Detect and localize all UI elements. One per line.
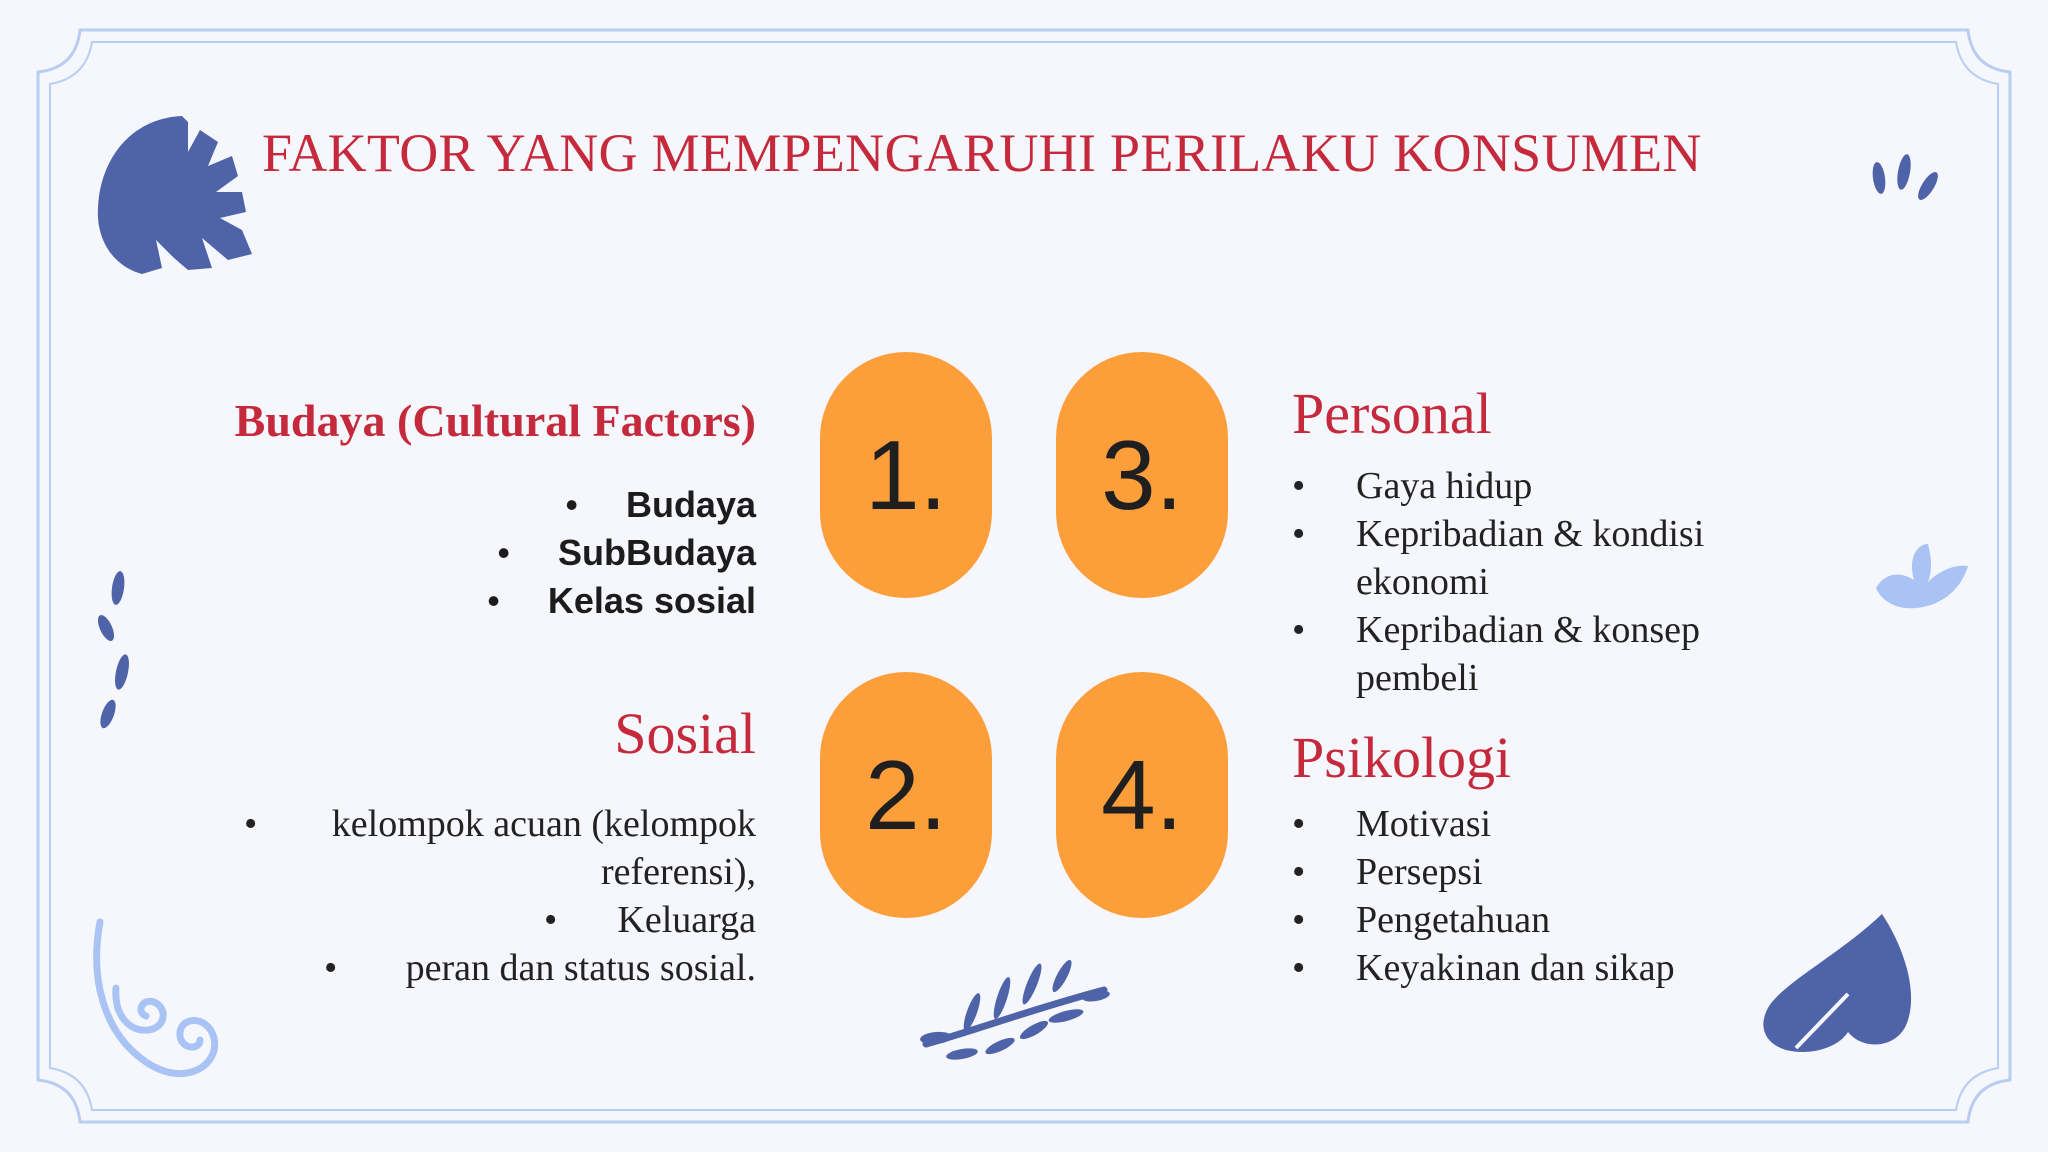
list-item — [487, 580, 756, 622]
list-item-label: Motivasi — [1356, 803, 1492, 845]
bullet: • — [244, 803, 258, 845]
list-item-label: Kepribadian & kondisi — [1356, 513, 1705, 555]
bullet: • — [1292, 947, 1306, 989]
number-label: 3. — [1101, 419, 1183, 530]
list-item-label: Gaya hidup — [1356, 465, 1533, 507]
psikologi-heading: Psikologi — [1292, 725, 1512, 790]
list-item — [565, 484, 756, 526]
bullet: • — [324, 947, 338, 989]
monstera-leaf-icon — [92, 108, 262, 278]
number-pill-4 — [1056, 672, 1228, 918]
bullet: • — [565, 484, 578, 525]
list-item-label: Kelas sosial — [547, 580, 756, 621]
list-item — [497, 532, 756, 574]
list-item-label: SubBudaya — [557, 532, 756, 573]
number-pill-1 — [820, 352, 992, 598]
list-item-label: ekonomi — [1356, 561, 1489, 603]
bullet: • — [1292, 899, 1306, 941]
drops-icon — [1866, 152, 1946, 210]
budaya-heading: Budaya (Cultural Factors) — [234, 395, 756, 446]
list-item-label: kelompok acuan (kelompok — [331, 803, 756, 845]
small-leaf-icon — [1870, 540, 1970, 612]
number-label: 4. — [1101, 739, 1183, 850]
sosial-heading: Sosial — [614, 701, 756, 766]
dashes-icon — [94, 568, 140, 734]
bullet: • — [1292, 609, 1306, 651]
list-item-label: Budaya — [625, 484, 756, 525]
list-item-label: Kepribadian & konsep — [1356, 609, 1701, 651]
bullet: • — [497, 532, 510, 573]
list-item-label: Persepsi — [1356, 851, 1483, 893]
list-item-label: referensi), — [600, 851, 756, 893]
number-pill-2 — [820, 672, 992, 918]
bullet: • — [1292, 513, 1306, 555]
number-label: 2. — [865, 739, 947, 850]
list-item-label: Pengetahuan — [1356, 899, 1551, 941]
list-item-label: Keyakinan dan sikap — [1356, 947, 1675, 989]
bullet: • — [1292, 851, 1306, 893]
bullet: • — [487, 580, 500, 621]
swirl-icon — [88, 916, 228, 1086]
list-item-label: pembeli — [1356, 657, 1479, 699]
list-item-label: Keluarga — [617, 899, 756, 941]
heart-leaf-icon — [1752, 908, 1922, 1058]
branch-icon — [916, 960, 1110, 1060]
number-pill-3 — [1056, 352, 1228, 598]
list-item-label: peran dan status sosial. — [405, 947, 756, 989]
page-title: FAKTOR YANG MEMPENGARUHI PERILAKU KONSUMEN — [262, 123, 1702, 183]
personal-heading: Personal — [1292, 381, 1492, 446]
number-label: 1. — [865, 419, 947, 530]
bullet: • — [1292, 803, 1306, 845]
bullet: • — [1292, 465, 1306, 507]
bullet: • — [544, 899, 558, 941]
